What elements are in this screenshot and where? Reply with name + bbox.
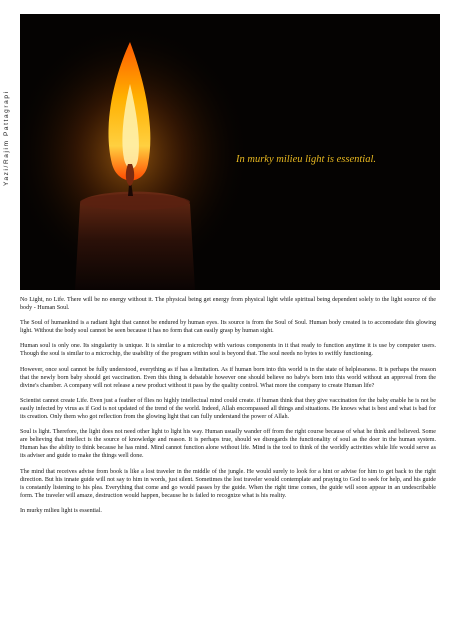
- paragraph: Soul is light. Therefore, the light does not need other light to light his way. Human usually wander off from the right course because of what he think and believed. Some are believing that intellect is the source of knowledge and reason. It is perhaps true, should we disregards the functionality of soul as the doer in the human system. Human has the ability to think because he has mind. Mind cannot function alone without life. Mind is the tool to think of the worldly activities while life would serve as its adviser and guide to make the things well done.: [20, 429, 436, 460]
- paragraph: Human soul is only one. Its singularity is unique. It is similar to a microchip with various components in it that ready to function anytime it is use by computer users. Though the soul is similar to a microchip, the usability of the program within soul is beyond that. The soul needs no bytes to swiftly functioning.: [20, 343, 436, 358]
- article-body: [20, 296, 436, 522]
- paragraph: No Light, no Life. There will be no energy without it. The physical being get energy from physical light while spiritual being dependent solely to the light source of the body - Human Soul.: [20, 297, 436, 312]
- candle-photo: [20, 14, 440, 290]
- photo-caption: In murky milieu light is essential.: [236, 154, 376, 165]
- paragraph: The mind that receives advise from book is like a lost traveler in the middle of the jungle. He would surely to look for a hint or advise for him to get back to the right direction. But his innate guide will not say to him in words, just silent. Sometimes the lost traveler would contemplate and praying to God to seek for help, and his guide is constantly listening to his plea. Everything that come and go would passes by the guide. When the right time comes, the guide will soon appear in an undescribable form. The traveler will amaze, destruction would happen, because he is failed to recognize what is his reality.: [20, 468, 436, 499]
- closing-line: In murky milieu light is essential.: [20, 507, 102, 514]
- paragraph: Scientist cannot create Life. Even just a feather of flies no highly intellectual mind could create. if human think that they give vaccination for the baby enable he is not be easily infected by virus as if God is not updated of the trend of the world. Indeed, Allah encompassed all things and situations. He knows what is best and what is bad for its creation. Only them who got reflection from the glowing light that can fully understand the power of Allah.: [20, 397, 436, 421]
- author-side-label: Yazi/Rajim Pattagrapi: [3, 90, 10, 186]
- paragraph: However, once soul cannot be fully understood, everything as if has a limitation. As if human born into this world is in the state of helplessness. It is perhaps the reason that the newly born baby should get vaccination. Even this thing is debatable however one should believe no baby's born into this world without an approval from the divine's chamber. A company will not release a new product without it pass by the quality control. What more the company to create Human life?: [20, 366, 436, 389]
- candle-flame-image: [20, 14, 440, 290]
- paragraph: The Soul of humankind is a radiant light that cannot be endured by human eyes. Its source is from the Soul of Soul. Human body created is to accomodate this glowing light. Without the body soul cannot be seen because it has no form that can easily grasp by human sight.: [20, 320, 436, 335]
